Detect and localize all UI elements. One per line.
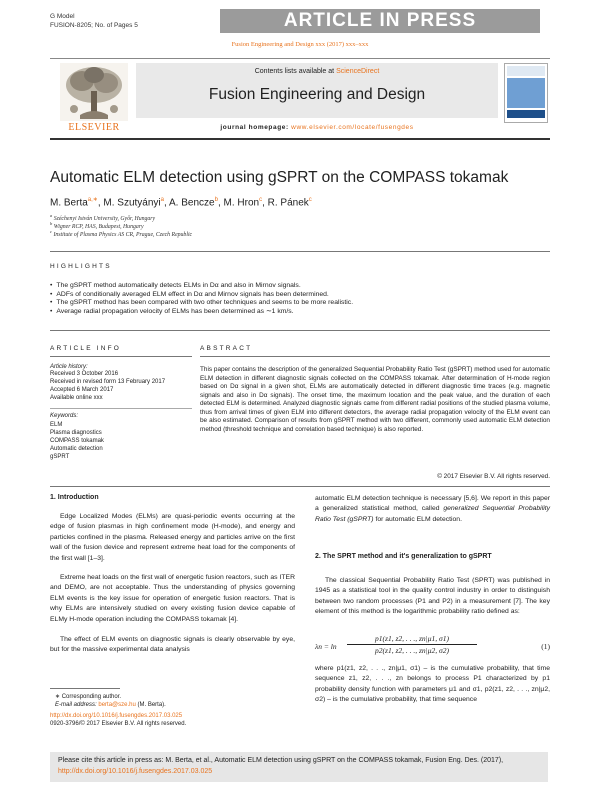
list-item: • ADFs of conditionally averaged ELM effect in Dα and Mirnov signals has been determined. xyxy=(50,291,550,300)
divider xyxy=(200,356,550,357)
highlights-heading: HIGHLIGHTS xyxy=(50,263,112,270)
history-entry: Accepted 6 March 2017 xyxy=(50,387,114,393)
author[interactable]: M. Berta xyxy=(50,197,88,209)
author-list: M. Berta$^{a,∗}$, M. Szutyányi$^a$, A. Bencze$^b$, M. Hron$^c$, R. Pánek$^c$ xyxy=(50,197,312,209)
history-entry: Received 3 October 2016 xyxy=(50,371,119,377)
equation: λn = ln $\frac{p1(z1, z2, . . ., zn|\mu 1, \sigma 1)}{p2(z1, z2, . . ., zn|\mu 2, \sigma 2)}$ (1) xyxy=(315,634,550,655)
divider xyxy=(50,58,550,59)
history-entry: Available online xxx xyxy=(50,395,103,401)
divider xyxy=(50,138,550,140)
keyword: COMPASS tokamak xyxy=(50,438,104,444)
list-item: • The gSPRT method automatically detects ELMs in Dα and also in Mirnov signals. xyxy=(50,282,550,291)
article-info-heading: ARTICLE INFO xyxy=(50,345,122,352)
article-title: Automatic ELM detection using gSPRT on the COMPASS tokamak xyxy=(50,169,509,186)
section-heading: 2. The SPRT method and it's generalization to gSPRT xyxy=(315,553,492,560)
journal-title: Fusion Engineering and Design xyxy=(208,86,426,103)
footnote-divider xyxy=(50,688,120,689)
email-link[interactable]: berta@sze.hu xyxy=(98,702,136,708)
copyright-notice: © 2017 Elsevier B.V. All rights reserved. xyxy=(437,473,550,480)
equation-number: (1) xyxy=(541,642,550,651)
divider xyxy=(50,486,550,487)
affiliation: $^b$ Wigner RCP, HAS, Budapest, Hungary xyxy=(50,221,144,230)
divider xyxy=(50,330,550,331)
page-count: No. of Pages 5 xyxy=(94,22,138,29)
list-item: • The gSPRT method has been compared with two other techniques and seems to be more realistic. xyxy=(50,299,550,308)
body-paragraph: Extreme heat loads on the first wall of energetic fusion reactors, such as ITER and DEMO, are not acceptable. Thus the understanding of physics governing ELM events is the key issue for operation of energetic fusion reactors. That is why ELMs are intensively studied on every existing fusion device capable of ELMy H-mode operation including the COMPASS tokamak [4]. xyxy=(50,574,295,623)
keyword: ELM xyxy=(50,422,63,428)
abstract-heading: ABSTRACT xyxy=(200,345,253,352)
cite-doi-link[interactable]: http://dx.doi.org/10.1016/j.fusengdes.2017.03.025 xyxy=(58,767,213,775)
keyword-list xyxy=(50,421,190,461)
divider xyxy=(50,251,550,252)
journal-citation-link[interactable]: Fusion Engineering and Design xxx (2017) xxx–xxx xyxy=(231,41,369,48)
history-label: Article history: xyxy=(50,364,88,370)
body-paragraph: Edge Localized Modes (ELMs) are quasi-periodic events occurring at the edge of fusion plasmas in high confinement mode (H-mode), and energy and particles confined in the plasma. Released energy and particles arrive on the first wall of the fusion device and represent extreme heat load for the components of the first wall [1–3]. xyxy=(50,513,295,562)
homepage-link[interactable]: www.elsevier.com/locate/fusengdes xyxy=(291,124,414,131)
article-in-press-banner: ARTICLE IN PRESS xyxy=(220,9,540,33)
divider xyxy=(50,408,192,409)
email-note: E-mail address: berta@sze.hu (M. Berta). xyxy=(55,702,166,708)
body-paragraph: The effect of ELM events on diagnostic signals is clearly observable by eye, but for the massive experimental data analysis xyxy=(50,636,295,654)
author[interactable]: A. Bencze xyxy=(169,197,215,209)
author[interactable]: M. Szutyányi xyxy=(103,197,161,209)
body-paragraph: automatic ELM detection technique is necessary [5,6]. We report in this paper a generalized statistical method, called generalized Sequential Probability Ratio Test (gSPRT) for automatic ELM detection. xyxy=(315,495,550,523)
sciencedirect-link[interactable]: ScienceDirect xyxy=(336,68,380,75)
author[interactable]: M. Hron xyxy=(223,197,260,209)
author[interactable]: R. Pánek xyxy=(267,197,309,209)
publisher-wordmark: ELSEVIER xyxy=(68,122,120,133)
history-entry: Received in revised form 13 February 2017 xyxy=(50,379,166,385)
affiliation: $^a$ Széchenyi István University, Győr, Hungary xyxy=(50,213,156,222)
section-heading: 1. Introduction xyxy=(50,494,99,501)
affiliation: $^c$ Institute of Plasma Physics AS CR, Prague, Czech Republic xyxy=(50,229,193,238)
doi-link[interactable]: http://dx.doi.org/10.1016/j.fusengdes.2017.03.025 xyxy=(50,713,183,719)
running-header xyxy=(50,12,138,30)
body-paragraph: where p1(z1, z2, . . ., zn|μ1, σ1) – is the cumulative probability, that time sequence z1, z2, . . ., zn belongs to process P1 characterized by p1 probability density function with parameters μ1 and σ1, p2(z1, z2, . . ., zn|μ2, σ2) – is the cumulative probability, that time sequence xyxy=(315,665,550,704)
body-paragraph: The classical Sequential Probability Ratio Test (SPRT) was published in 1945 as a statistical tool in the quality control industry in order to distinguish between two random processes (P1 and P2) in a measurement [7]. The key element of this method is the logarithmic probability ratio defined as: xyxy=(315,577,550,616)
highlights-list xyxy=(50,282,550,316)
issn-line: 0920-3796/© 2017 Elsevier B.V. All rights reserved. xyxy=(50,721,187,727)
cite-this-article-text: Please cite this article in press as: M. Berta, et al., Automatic ELM detection using gSPRT on the COMPASS tokamak, Fusion Eng. Des. (2017), http://dx.doi.org/10.1016/j.fusengdes.2017.03.025 xyxy=(58,757,504,775)
divider xyxy=(50,356,192,357)
contents-line: Contents lists available at ScienceDirect xyxy=(254,68,380,75)
keyword: gSPRT xyxy=(50,454,70,460)
journal-homepage: journal homepage: www.elsevier.com/locate/fusengdes xyxy=(220,124,414,131)
journal-cover-thumbnail xyxy=(504,63,548,123)
manuscript-ref: FUSION-8205; xyxy=(50,22,93,29)
corresponding-author-note: ∗ Corresponding author. xyxy=(55,694,122,700)
model-label: G Model xyxy=(50,13,75,20)
keyword: Plasma diagnostics xyxy=(50,430,102,436)
keywords-label: Keywords: xyxy=(50,413,79,419)
abstract-text: This paper contains the description of the generalized Sequential Probability Ratio Test (gSPRT) method used for automatic ELM detection in different diagnostic signals collected on the COMPASS tokamak. After determination of H-mode region based on Dα signal in a given shot, ELMs are automatically detected in different diagnostic time traces (e.g. magnetic signals and also in Dα signals). The onset time, the maximum location and the peak value, and the duration of each detected ELM is determined. Analyzed diagnostic signals came from different radial positions of the studied plasma volume, thus from arrival times of given ELM into different detectors, the average radial propagation velocity of the ELM event can be also estimated. Comparison of results from gSPRT method with two different, commonly used automatic ELM detection method (threshold technique and correlation based technique) is also reported. xyxy=(200,366,550,433)
keyword: Automatic detection xyxy=(50,446,103,452)
list-item: • Average radial propagation velocity of ELMs has been determined as ∼1 km/s. xyxy=(50,308,550,317)
